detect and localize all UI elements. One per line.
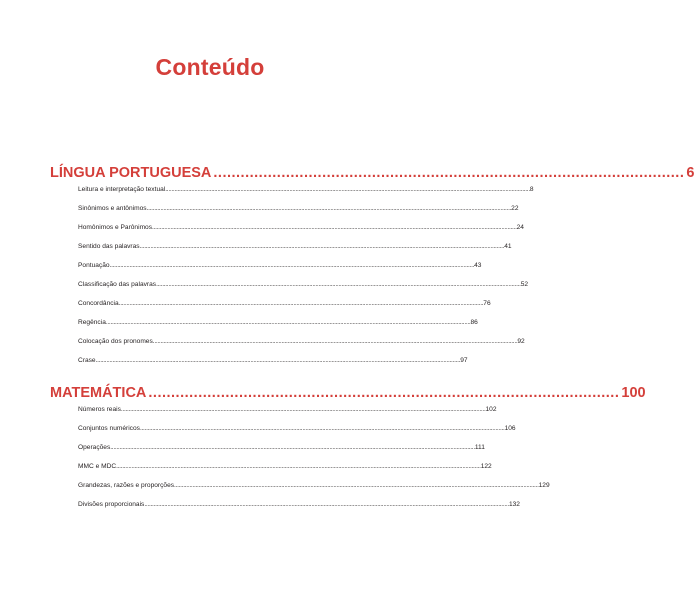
toc-item[interactable]: [78, 482, 550, 501]
toc-item-label: Homônimos e Parônimos: [78, 224, 153, 231]
toc-item[interactable]: [78, 205, 519, 224]
toc-item-page: 86: [470, 319, 478, 326]
toc-item-page: 111: [474, 444, 485, 451]
dot-leader: ..............................................................................................................................................................................................................................................: [118, 300, 484, 307]
toc-item-label: Divisões proporcionais: [78, 501, 145, 508]
toc-item[interactable]: [78, 425, 516, 444]
toc-item[interactable]: [78, 338, 525, 357]
toc-item-page: 102: [485, 406, 497, 413]
section-title: MATEMÁTICA: [50, 385, 147, 401]
toc-item-page: 106: [504, 425, 516, 432]
dot-leader: ........................................................................................................: [148, 385, 620, 401]
toc-section-matematica: [50, 383, 646, 508]
toc-item-label: Números reais: [78, 406, 121, 413]
toc-item-page: 129: [538, 482, 550, 489]
toc-item-label: Operações: [78, 444, 111, 451]
toc-list: [78, 406, 550, 520]
section-heading[interactable]: [50, 383, 646, 403]
toc-item-label: Colocação dos pronomes: [78, 338, 153, 345]
toc-item-page: 97: [460, 357, 468, 364]
toc-item-label: Grandezas, razões e proporções: [78, 482, 175, 489]
toc-item-page: 41: [504, 243, 512, 250]
dot-leader: ..............................................................................................................................................................................................................................................: [95, 357, 461, 364]
toc-item[interactable]: [78, 186, 534, 205]
toc-item[interactable]: [78, 281, 529, 300]
toc-item-page: 92: [517, 338, 525, 345]
dot-leader: ........................................................................................................: [213, 165, 685, 181]
toc-item-label: Pontuação: [78, 262, 110, 269]
toc-item-page: 43: [474, 262, 482, 269]
toc-item[interactable]: [78, 406, 497, 425]
dot-leader: ..............................................................................................................................................................................................................................................: [120, 406, 486, 413]
dot-leader: ..............................................................................................................................................................................................................................................: [165, 186, 530, 193]
toc-item-page: 8: [529, 186, 534, 193]
toc-item[interactable]: [78, 444, 485, 463]
toc-item-page: 76: [483, 300, 491, 307]
dot-leader: ..............................................................................................................................................................................................................................................: [110, 444, 475, 451]
section-page-number: 6: [686, 165, 694, 181]
toc-item-label: Crase: [78, 357, 96, 364]
dot-leader: ..............................................................................................................................................................................................................................................: [146, 205, 512, 212]
toc-item-page: 52: [520, 281, 529, 288]
dot-leader: ..............................................................................................................................................................................................................................................: [152, 338, 518, 345]
toc-item[interactable]: [78, 262, 482, 281]
toc-item-page: 24: [516, 224, 524, 231]
toc-item[interactable]: [78, 357, 468, 376]
toc-item-label: Sentido das palavras: [78, 243, 140, 250]
toc-item[interactable]: [78, 501, 520, 520]
toc-section-lingua-portuguesa: [50, 163, 694, 364]
toc-item[interactable]: [78, 243, 512, 262]
dot-leader: ..............................................................................................................................................................................................................................................: [156, 281, 521, 288]
toc-item-label: Regência: [78, 319, 106, 326]
toc-item-label: MMC e MDC: [78, 463, 117, 470]
toc-item[interactable]: [78, 463, 492, 482]
dot-leader: ..............................................................................................................................................................................................................................................: [105, 319, 471, 326]
section-heading[interactable]: [50, 163, 694, 183]
toc-item-page: 122: [480, 463, 492, 470]
toc-item-page: 22: [511, 205, 519, 212]
toc-item-label: Concordância: [78, 300, 119, 307]
dot-leader: ..............................................................................................................................................................................................................................................: [139, 425, 505, 432]
toc-item-page: 132: [508, 501, 520, 508]
dot-leader: ..............................................................................................................................................................................................................................................: [152, 224, 517, 231]
toc-item-label: Conjuntos numéricos: [78, 425, 140, 432]
toc-item[interactable]: [78, 319, 478, 338]
dot-leader: ..............................................................................................................................................................................................................................................: [116, 463, 481, 470]
section-page-number: 100: [621, 385, 646, 401]
dot-leader: ..............................................................................................................................................................................................................................................: [109, 262, 475, 269]
page-title: Conteúdo: [155, 54, 265, 80]
toc-list: [78, 186, 534, 376]
dot-leader: ..............................................................................................................................................................................................................................................: [139, 243, 505, 250]
toc-item[interactable]: [78, 224, 524, 243]
section-title: LÍNGUA PORTUGUESA: [50, 165, 212, 181]
toc-item-label: Sinônimos e antônimos: [78, 205, 147, 212]
dot-leader: ..............................................................................................................................................................................................................................................: [144, 501, 509, 508]
toc-item-label: Leitura e interpretação textual: [78, 186, 166, 193]
toc-item-label: Classificação das palavras: [78, 281, 157, 288]
toc-item[interactable]: [78, 300, 491, 319]
dot-leader: ..............................................................................................................................................................................................................................................: [174, 482, 539, 489]
